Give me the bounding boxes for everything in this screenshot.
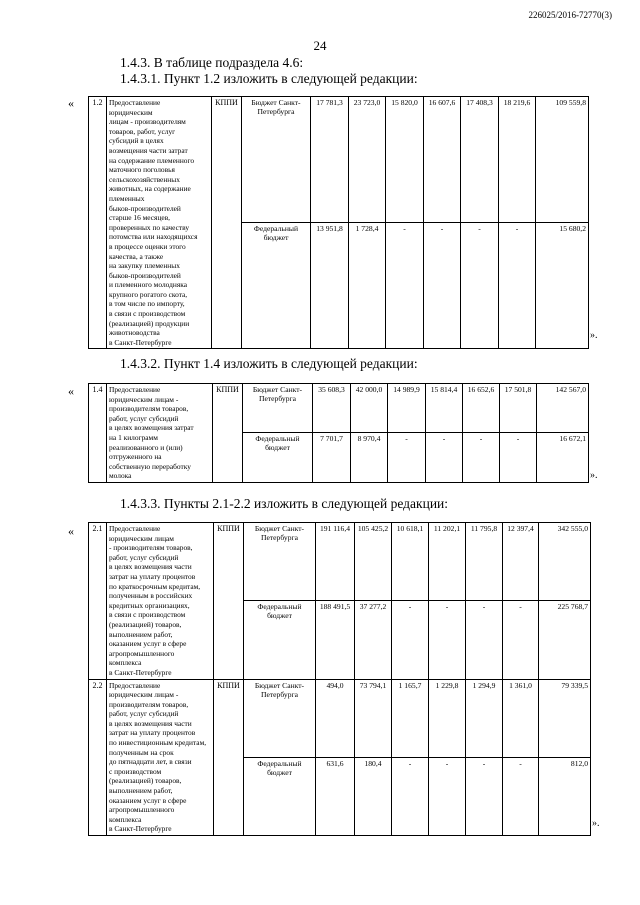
- year-value: 13 951,8: [311, 223, 349, 349]
- year-value: -: [500, 433, 537, 482]
- item-heading-1-2: 1.4.3.1. Пункт 1.2 изложить в следующей редакции:: [120, 71, 418, 86]
- total-value: 342 555,0: [539, 523, 591, 601]
- year-value: 14 989,9: [388, 384, 426, 433]
- total-value: 225 768,7: [539, 601, 591, 679]
- year-value: -: [424, 223, 461, 349]
- year-value: 16 652,6: [463, 384, 500, 433]
- year-value: -: [429, 757, 466, 835]
- year-value: 105 425,2: [355, 523, 392, 601]
- item-number: 1.4: [89, 384, 107, 483]
- year-value: -: [463, 433, 500, 482]
- item-description: Предоставление юридическим лицам - производителям товаров, работ, услуг субсидий в целях возмещения части затрат на уплату процентов по инвестиционным кредитам, полученным на срок до пятнадцати лет, в связи с производством (реализацией) товаров, выполнением работ, оказанием услуг в сфере агропромышленного комплекса в Санкт-Петербурге: [107, 679, 214, 836]
- year-value: -: [461, 223, 499, 349]
- year-value: 1 165,7: [392, 679, 429, 757]
- year-value: 8 970,4: [351, 433, 388, 482]
- year-value: -: [392, 601, 429, 679]
- year-value: 10 618,1: [392, 523, 429, 601]
- funding-source: Федеральный бюджет: [244, 601, 316, 679]
- year-value: 17 501,8: [500, 384, 537, 433]
- close-quote-3: ».: [592, 818, 600, 829]
- year-value: 35 608,3: [313, 384, 351, 433]
- year-value: 631,6: [316, 757, 355, 835]
- total-value: 16 672,1: [537, 433, 589, 482]
- year-value: -: [503, 601, 539, 679]
- item-description: Предоставление юридическим лицам - производителям товаров, работ, услуг субсидий в целях возмещения части затрат на содержание племенного маточного поголовья сельскохозяйственных животных, на содержание племенных быков-производителей старше 16 месяцев, проверенных по качеству потомства или находящихся в процессе оценки этого качества, а также на закупку племенных быков-производителей и племенного молодняка крупного рогатого скота, в том числе по импорту, в связи с производством (реализацией) продукции животноводства в Санкт-Петербурге: [107, 97, 212, 349]
- year-value: 11 202,1: [429, 523, 466, 601]
- year-value: 12 397,4: [503, 523, 539, 601]
- year-value: 494,0: [316, 679, 355, 757]
- item-heading-2-1-2-2: 1.4.3.3. Пункты 2.1-2.2 изложить в следующей редакции:: [120, 496, 449, 511]
- table-row: [89, 679, 591, 757]
- year-value: 73 794,1: [355, 679, 392, 757]
- item-number: 2.1: [89, 523, 107, 680]
- executor: КППИ: [212, 97, 242, 349]
- table-item-1-4: [88, 383, 589, 483]
- funding-source: Бюджет Санкт-Петербурга: [244, 523, 316, 601]
- funding-source: Федеральный бюджет: [242, 223, 311, 349]
- table-row: [89, 97, 589, 223]
- year-value: 1 361,0: [503, 679, 539, 757]
- year-value: 17 408,3: [461, 97, 499, 223]
- year-value: 42 000,0: [351, 384, 388, 433]
- total-value: 109 559,8: [536, 97, 589, 223]
- year-value: 15 814,4: [426, 384, 463, 433]
- year-value: 188 491,5: [316, 601, 355, 679]
- section-heading: 1.4.3. В таблице подраздела 4.6:: [120, 55, 304, 70]
- year-value: -: [466, 757, 503, 835]
- year-value: 1 728,4: [349, 223, 386, 349]
- year-value: 16 607,6: [424, 97, 461, 223]
- funding-source: Бюджет Санкт-Петербурга: [243, 384, 313, 433]
- year-value: 18 219,6: [499, 97, 536, 223]
- year-value: 1 229,8: [429, 679, 466, 757]
- item-number: 2.2: [89, 679, 107, 836]
- table-items-2-1-2-2: [88, 522, 591, 836]
- document-number: 226025/2016-72770(3): [528, 10, 612, 20]
- year-value: -: [386, 223, 424, 349]
- open-quote-1: «: [68, 96, 74, 110]
- year-value: 180,4: [355, 757, 392, 835]
- funding-source: Бюджет Санкт-Петербурга: [242, 97, 311, 223]
- year-value: -: [392, 757, 429, 835]
- year-value: -: [429, 601, 466, 679]
- open-quote-2: «: [68, 384, 74, 398]
- close-quote-2: ».: [590, 470, 598, 481]
- year-value: 15 820,0: [386, 97, 424, 223]
- total-value: 812,0: [539, 757, 591, 835]
- year-value: 191 116,4: [316, 523, 355, 601]
- year-value: -: [499, 223, 536, 349]
- total-value: 79 339,5: [539, 679, 591, 757]
- year-value: -: [466, 601, 503, 679]
- year-value: 17 781,3: [311, 97, 349, 223]
- table-item-1-2: [88, 96, 589, 349]
- executor: КППИ: [213, 384, 243, 483]
- table-row: [89, 384, 589, 433]
- funding-source: Федеральный бюджет: [243, 433, 313, 482]
- total-value: 142 567,0: [537, 384, 589, 433]
- year-value: 1 294,9: [466, 679, 503, 757]
- executor: КППИ: [214, 679, 244, 836]
- item-description: Предоставление юридическим лицам - производителям товаров, работ, услуг субсидий в целях возмещения части затрат на уплату процентов по краткосрочным кредитам, полученным в российских кредитных организациях, в связи с производством (реализацией) товаров, выполнением работ, оказанием услуг в сфере агропромышленного комплекса в Санкт-Петербурге: [107, 523, 214, 680]
- funding-source: Бюджет Санкт-Петербурга: [244, 679, 316, 757]
- year-value: 11 795,8: [466, 523, 503, 601]
- close-quote-1: ».: [590, 330, 598, 341]
- year-value: -: [503, 757, 539, 835]
- year-value: 7 701,7: [313, 433, 351, 482]
- item-heading-1-4: 1.4.3.2. Пункт 1.4 изложить в следующей редакции:: [120, 356, 418, 371]
- page-number: 24: [313, 38, 327, 53]
- item-description: Предоставление юридическим лицам - производителям товаров, работ, услуг субсидий в целях возмещения затрат на 1 килограмм реализованного и (или) отгруженного на собственную переработку молока: [107, 384, 213, 483]
- year-value: 23 723,0: [349, 97, 386, 223]
- table-row: [89, 523, 591, 601]
- year-value: -: [426, 433, 463, 482]
- year-value: -: [388, 433, 426, 482]
- total-value: 15 680,2: [536, 223, 589, 349]
- open-quote-3: «: [68, 524, 74, 538]
- year-value: 37 277,2: [355, 601, 392, 679]
- item-number: 1.2: [89, 97, 107, 349]
- funding-source: Федеральный бюджет: [244, 757, 316, 835]
- executor: КППИ: [214, 523, 244, 680]
